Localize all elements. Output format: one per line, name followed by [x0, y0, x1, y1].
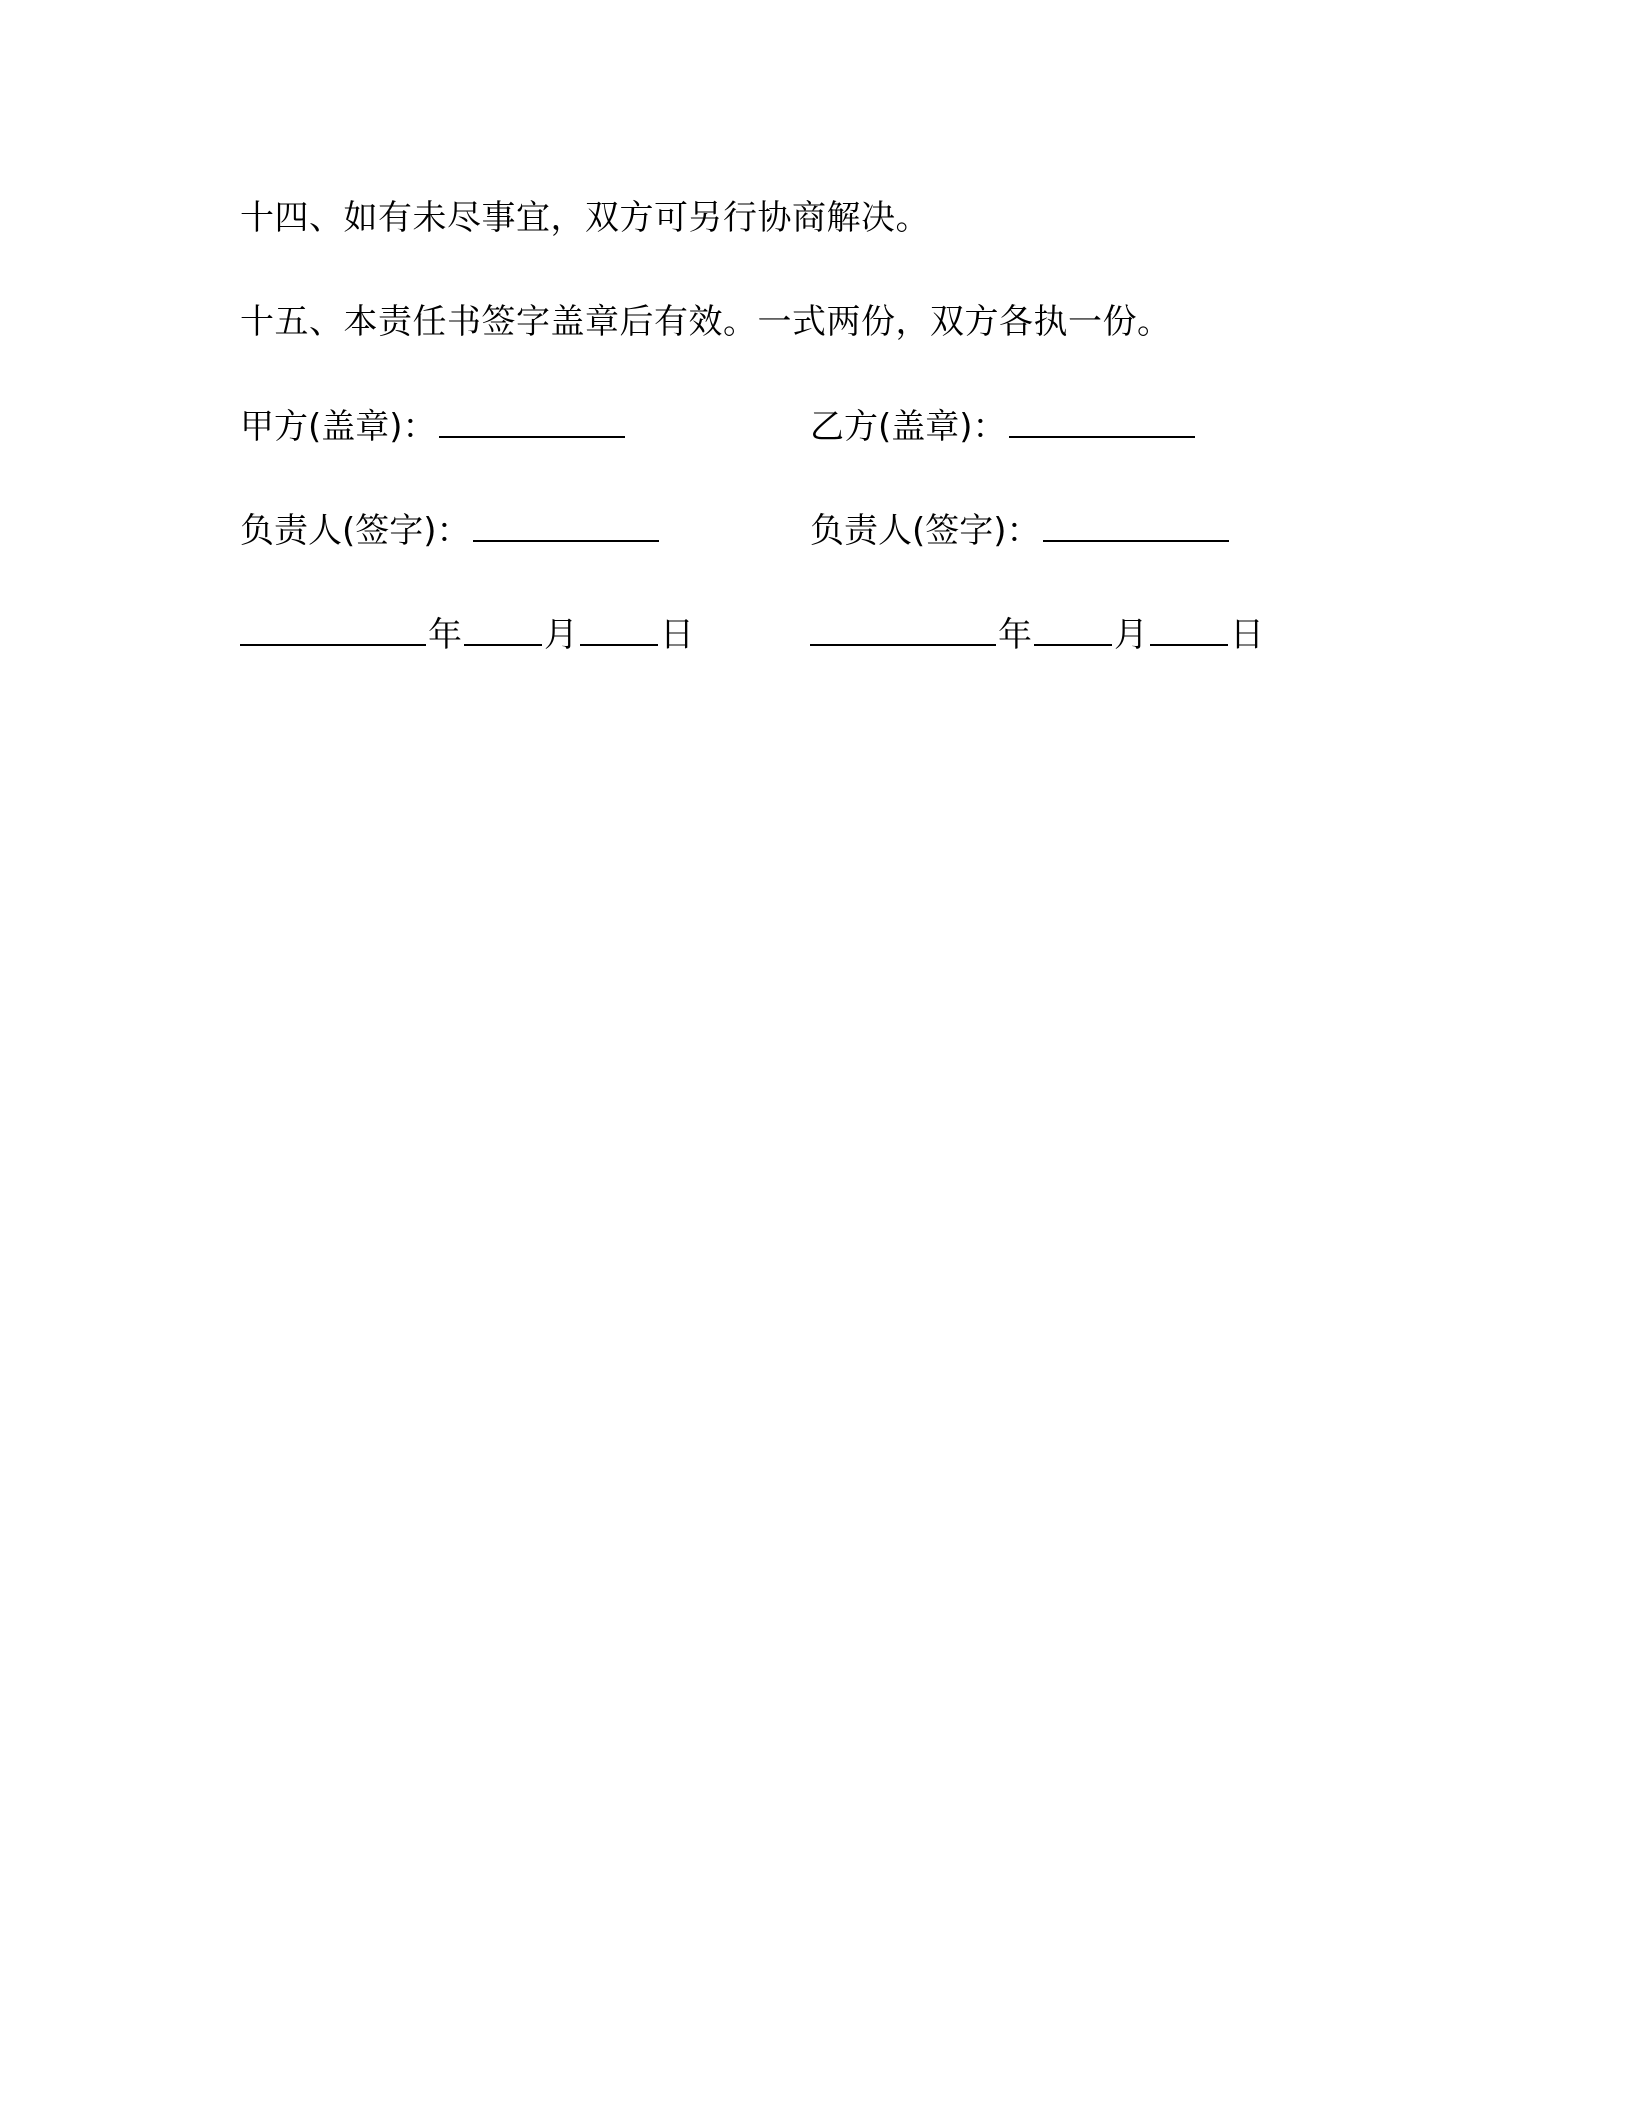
party-a-day-label: 日 [660, 615, 694, 655]
party-a-year-label: 年 [428, 615, 462, 655]
party-b-month-blank[interactable] [1034, 610, 1112, 646]
party-b-seal [810, 402, 1197, 451]
party-b-year-blank[interactable] [810, 610, 996, 646]
party-b-signature-blank[interactable] [1043, 506, 1229, 542]
clause-fifteen: 十五、本责任书签字盖章后有效。一式两份，双方各执一份。 [240, 302, 1172, 342]
party-b-seal-blank[interactable] [1009, 402, 1195, 438]
party-a-seal [240, 402, 627, 451]
party-b-date [810, 610, 1264, 659]
party-b-seal-label: 乙方(盖章)： [810, 407, 1007, 447]
clause-fourteen: 十四、如有未尽事宜，双方可另行协商解决。 [240, 198, 930, 238]
party-b-year-label: 年 [998, 615, 1032, 655]
party-a-representative-label: 负责人(签字)： [240, 511, 471, 551]
party-a-signature-blank[interactable] [473, 506, 659, 542]
party-b-representative [810, 506, 1231, 555]
party-b-month-label: 月 [1114, 615, 1148, 655]
party-a-seal-label: 甲方(盖章)： [240, 407, 437, 447]
party-a-day-blank[interactable] [580, 610, 658, 646]
party-a-date [240, 610, 694, 659]
party-a-seal-blank[interactable] [439, 402, 625, 438]
party-a-month-blank[interactable] [464, 610, 542, 646]
party-b-representative-label: 负责人(签字)： [810, 511, 1041, 551]
party-a-month-label: 月 [544, 615, 578, 655]
party-b-day-blank[interactable] [1150, 610, 1228, 646]
party-b-day-label: 日 [1230, 615, 1264, 655]
party-a-year-blank[interactable] [240, 610, 426, 646]
party-a-representative [240, 506, 661, 555]
